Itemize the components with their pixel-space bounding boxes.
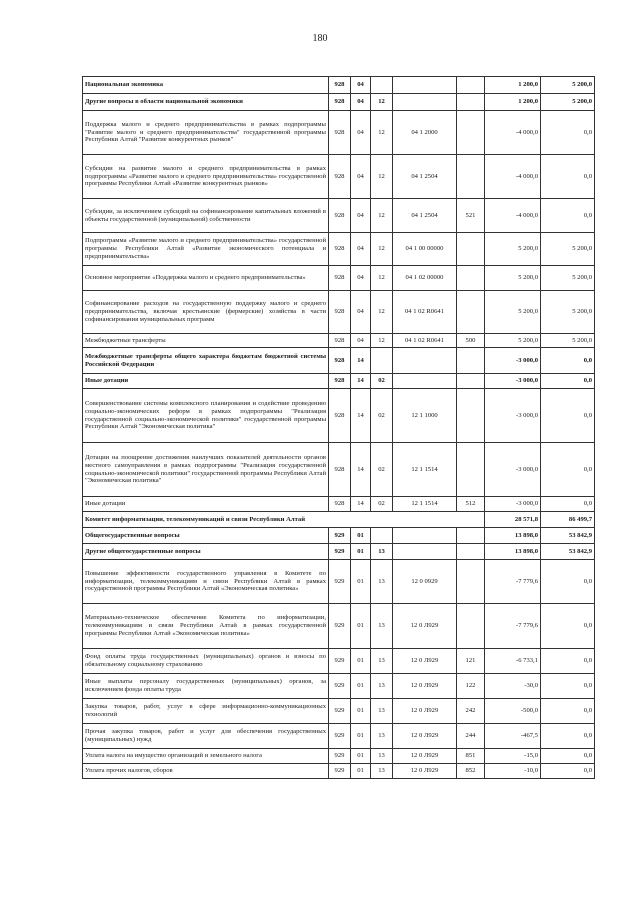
row-rz: 01 bbox=[351, 544, 371, 560]
row-csr: 04 1 02 R0641 bbox=[393, 334, 457, 348]
row-vr: 121 bbox=[457, 649, 485, 674]
row-amount-2: 53 842,9 bbox=[541, 544, 595, 560]
row-amount-2: 0,0 bbox=[541, 348, 595, 374]
row-vr: 521 bbox=[457, 199, 485, 233]
row-csr bbox=[393, 77, 457, 94]
row-csr: 04 1 2504 bbox=[393, 199, 457, 233]
row-amount-1: -7 779,6 bbox=[485, 604, 541, 649]
row-pr: 02 bbox=[371, 497, 393, 512]
table-row bbox=[83, 94, 595, 111]
row-amount-1: 13 898,0 bbox=[485, 544, 541, 560]
row-amount-2: 0,0 bbox=[541, 111, 595, 155]
row-gr: 929 bbox=[329, 560, 351, 604]
row-csr: 04 1 02 00000 bbox=[393, 266, 457, 291]
row-amount-1: -10,0 bbox=[485, 764, 541, 779]
row-amount-1: 13 898,0 bbox=[485, 528, 541, 544]
row-vr bbox=[457, 528, 485, 544]
row-csr: 12 0 Л929 bbox=[393, 764, 457, 779]
row-vr bbox=[457, 266, 485, 291]
table-row bbox=[83, 497, 595, 512]
row-amount-2: 0,0 bbox=[541, 443, 595, 497]
row-amount-2: 0,0 bbox=[541, 604, 595, 649]
row-vr bbox=[457, 155, 485, 199]
row-name: Материально-техническое обеспечение Комитета по информатизации, телекоммуникациям и связи Республики Алтай в рамках государственной программы Республики Алтай «Экономическая политика» bbox=[83, 604, 329, 649]
row-csr: 12 0 Л929 bbox=[393, 604, 457, 649]
row-gr: 929 bbox=[329, 604, 351, 649]
table-row bbox=[83, 233, 595, 266]
row-pr bbox=[371, 528, 393, 544]
row-csr bbox=[393, 348, 457, 374]
row-name: Субсидии, за исключением субсидий на софинансирование капитальных вложений в объекты государственной (муниципальной) собственности bbox=[83, 199, 329, 233]
table-row bbox=[83, 77, 595, 94]
row-amount-1: 5 200,0 bbox=[485, 334, 541, 348]
table-row bbox=[83, 389, 595, 443]
row-vr bbox=[457, 389, 485, 443]
row-csr: 12 1 1000 bbox=[393, 389, 457, 443]
table-row bbox=[83, 512, 595, 528]
row-rz: 01 bbox=[351, 724, 371, 749]
table-row bbox=[83, 749, 595, 764]
row-gr: 928 bbox=[329, 199, 351, 233]
row-vr: 852 bbox=[457, 764, 485, 779]
row-gr: 928 bbox=[329, 389, 351, 443]
row-name: Другие вопросы в области национальной экономики bbox=[83, 94, 329, 111]
row-csr bbox=[393, 544, 457, 560]
row-amount-2: 0,0 bbox=[541, 699, 595, 724]
row-amount-2: 5 200,0 bbox=[541, 77, 595, 94]
row-vr bbox=[457, 374, 485, 389]
row-amount-2: 0,0 bbox=[541, 199, 595, 233]
row-rz: 04 bbox=[351, 77, 371, 94]
table-row bbox=[83, 199, 595, 233]
row-gr: 928 bbox=[329, 266, 351, 291]
row-rz: 04 bbox=[351, 199, 371, 233]
row-gr: 928 bbox=[329, 374, 351, 389]
row-pr: 12 bbox=[371, 266, 393, 291]
row-csr: 04 1 00 00000 bbox=[393, 233, 457, 266]
row-amount-1: 28 571,8 bbox=[485, 512, 541, 528]
row-gr: 928 bbox=[329, 291, 351, 334]
table-row bbox=[83, 291, 595, 334]
row-amount-2: 5 200,0 bbox=[541, 94, 595, 111]
row-vr bbox=[457, 604, 485, 649]
row-gr: 929 bbox=[329, 528, 351, 544]
row-pr: 13 bbox=[371, 649, 393, 674]
row-rz: 14 bbox=[351, 497, 371, 512]
row-amount-1: -4 000,0 bbox=[485, 111, 541, 155]
row-amount-2: 5 200,0 bbox=[541, 233, 595, 266]
table-row bbox=[83, 764, 595, 779]
row-amount-2: 86 499,7 bbox=[541, 512, 595, 528]
row-name: Общегосударственные вопросы bbox=[83, 528, 329, 544]
table-row bbox=[83, 348, 595, 374]
row-vr bbox=[457, 443, 485, 497]
row-name: Подпрограмма «Развитие малого и среднего предпринимательства» государственной программы Республики Алтай «Развитие экономического потенциала и предпринимательства» bbox=[83, 233, 329, 266]
row-csr: 12 0 Л929 bbox=[393, 749, 457, 764]
table-row bbox=[83, 155, 595, 199]
row-rz: 14 bbox=[351, 389, 371, 443]
row-vr bbox=[457, 544, 485, 560]
row-amount-2: 0,0 bbox=[541, 749, 595, 764]
row-name: Межбюджетные трансферты общего характера бюджетам бюджетной системы Российской Федерации bbox=[83, 348, 329, 374]
page-number: 180 bbox=[312, 33, 328, 44]
row-name: Повышение эффективности государственного управления в Комитете по информатизации, телекоммуникациям и связи Республики Алтай в рамках государственной программы Республики Алтай «Экономическая политика» bbox=[83, 560, 329, 604]
row-gr: 928 bbox=[329, 443, 351, 497]
row-vr: 851 bbox=[457, 749, 485, 764]
row-gr: 928 bbox=[329, 77, 351, 94]
row-name: Иные дотации bbox=[83, 374, 329, 389]
row-rz: 04 bbox=[351, 233, 371, 266]
row-name: Субсидии на развитие малого и среднего предпринимательства в рамках подпрограммы «Развитие малого и среднего предпринимательства» государственной программы Республики Алтай «Развитие конкурентных рынков» bbox=[83, 155, 329, 199]
row-csr: 12 0 Л929 bbox=[393, 699, 457, 724]
row-amount-1: -15,0 bbox=[485, 749, 541, 764]
row-pr: 13 bbox=[371, 749, 393, 764]
row-pr: 02 bbox=[371, 374, 393, 389]
row-amount-1: -500,0 bbox=[485, 699, 541, 724]
row-name: Другие общегосударственные вопросы bbox=[83, 544, 329, 560]
row-amount-1: -4 000,0 bbox=[485, 199, 541, 233]
row-amount-1: -467,5 bbox=[485, 724, 541, 749]
row-vr bbox=[457, 77, 485, 94]
table-row bbox=[83, 266, 595, 291]
row-rz: 01 bbox=[351, 674, 371, 699]
row-gr: 928 bbox=[329, 233, 351, 266]
row-vr: 512 bbox=[457, 497, 485, 512]
row-gr: 928 bbox=[329, 334, 351, 348]
row-pr: 13 bbox=[371, 560, 393, 604]
row-rz: 14 bbox=[351, 443, 371, 497]
row-gr: 928 bbox=[329, 111, 351, 155]
row-pr: 13 bbox=[371, 604, 393, 649]
row-amount-1: -7 779,6 bbox=[485, 560, 541, 604]
row-name: Иные выплаты персоналу государственных (муниципальных) органов, за исключением фонда оплаты труда bbox=[83, 674, 329, 699]
row-rz: 01 bbox=[351, 649, 371, 674]
row-csr: 12 1 1514 bbox=[393, 443, 457, 497]
row-pr: 13 bbox=[371, 699, 393, 724]
row-gr: 928 bbox=[329, 155, 351, 199]
row-csr: 12 0 Л929 bbox=[393, 724, 457, 749]
row-amount-2: 5 200,0 bbox=[541, 266, 595, 291]
row-rz: 14 bbox=[351, 348, 371, 374]
row-rz: 04 bbox=[351, 266, 371, 291]
table-row bbox=[83, 443, 595, 497]
row-gr: 928 bbox=[329, 348, 351, 374]
row-vr: 244 bbox=[457, 724, 485, 749]
row-csr: 12 1 1514 bbox=[393, 497, 457, 512]
row-gr: 929 bbox=[329, 544, 351, 560]
table-row bbox=[83, 724, 595, 749]
row-name: Совершенствование системы комплексного планирования и содействие проведению социально-экономических реформ в рамках подпрограммы "Реализация государственной социально-экономической политики" государственной программы Республики Алтай "Экономическая политика" bbox=[83, 389, 329, 443]
table-row bbox=[83, 649, 595, 674]
row-csr: 12 0 Л929 bbox=[393, 649, 457, 674]
row-amount-2: 0,0 bbox=[541, 374, 595, 389]
row-pr bbox=[371, 77, 393, 94]
row-rz: 01 bbox=[351, 699, 371, 724]
row-rz: 01 bbox=[351, 560, 371, 604]
row-vr bbox=[457, 233, 485, 266]
row-csr bbox=[393, 374, 457, 389]
row-pr: 13 bbox=[371, 674, 393, 699]
row-vr: 122 bbox=[457, 674, 485, 699]
table-row bbox=[83, 334, 595, 348]
row-name: Иные дотации bbox=[83, 497, 329, 512]
row-amount-1: -3 000,0 bbox=[485, 348, 541, 374]
row-vr: 500 bbox=[457, 334, 485, 348]
row-pr: 12 bbox=[371, 291, 393, 334]
row-csr bbox=[393, 94, 457, 111]
row-name: Уплата налога на имущество организаций и земельного налога bbox=[83, 749, 329, 764]
row-pr: 02 bbox=[371, 443, 393, 497]
row-rz: 04 bbox=[351, 291, 371, 334]
row-gr: 929 bbox=[329, 674, 351, 699]
budget-table-body bbox=[83, 77, 595, 779]
row-vr bbox=[457, 348, 485, 374]
row-csr: 12 0 Л929 bbox=[393, 674, 457, 699]
row-rz: 01 bbox=[351, 764, 371, 779]
row-rz: 01 bbox=[351, 604, 371, 649]
row-rz: 14 bbox=[351, 374, 371, 389]
table-row bbox=[83, 560, 595, 604]
row-gr: 928 bbox=[329, 94, 351, 111]
row-vr bbox=[457, 111, 485, 155]
table-row bbox=[83, 528, 595, 544]
table-row bbox=[83, 699, 595, 724]
row-pr: 12 bbox=[371, 111, 393, 155]
table-row bbox=[83, 604, 595, 649]
row-amount-1: 5 200,0 bbox=[485, 291, 541, 334]
row-csr: 04 1 2000 bbox=[393, 111, 457, 155]
row-name: Комитет информатизации, телекоммуникаций и связи Республики Алтай bbox=[83, 512, 485, 528]
row-pr: 13 bbox=[371, 544, 393, 560]
row-pr: 12 bbox=[371, 155, 393, 199]
row-amount-1: 5 200,0 bbox=[485, 266, 541, 291]
row-pr: 12 bbox=[371, 334, 393, 348]
row-amount-2: 5 200,0 bbox=[541, 291, 595, 334]
row-amount-2: 0,0 bbox=[541, 724, 595, 749]
row-vr bbox=[457, 560, 485, 604]
row-name: Уплата прочих налогов, сборов bbox=[83, 764, 329, 779]
row-name: Фонд оплаты труда государственных (муниципальных) органов и взносы по обязательному социальному страхованию bbox=[83, 649, 329, 674]
row-csr: 04 1 02 R0641 bbox=[393, 291, 457, 334]
row-pr: 13 bbox=[371, 764, 393, 779]
row-amount-1: 5 200,0 bbox=[485, 233, 541, 266]
row-rz: 04 bbox=[351, 111, 371, 155]
row-amount-2: 0,0 bbox=[541, 674, 595, 699]
row-pr: 13 bbox=[371, 724, 393, 749]
row-amount-2: 0,0 bbox=[541, 764, 595, 779]
row-pr bbox=[371, 348, 393, 374]
row-gr: 929 bbox=[329, 724, 351, 749]
row-gr: 929 bbox=[329, 749, 351, 764]
row-amount-1: 1 200,0 bbox=[485, 77, 541, 94]
row-gr: 928 bbox=[329, 497, 351, 512]
row-gr: 929 bbox=[329, 764, 351, 779]
row-name: Дотации на поощрение достижения наилучших показателей деятельности органов местного самоуправления в рамках подпрограммы "Реализация государственной социально-экономической политики" государственной программы Республики Алтай "Экономическая политика" bbox=[83, 443, 329, 497]
table-row bbox=[83, 374, 595, 389]
row-amount-2: 0,0 bbox=[541, 649, 595, 674]
row-amount-1: 1 200,0 bbox=[485, 94, 541, 111]
row-amount-1: -3 000,0 bbox=[485, 389, 541, 443]
row-amount-2: 0,0 bbox=[541, 389, 595, 443]
row-amount-1: -3 000,0 bbox=[485, 497, 541, 512]
row-gr: 929 bbox=[329, 699, 351, 724]
row-pr: 12 bbox=[371, 233, 393, 266]
row-name: Прочая закупка товаров, работ и услуг для обеспечения государственных (муниципальных) нужд bbox=[83, 724, 329, 749]
row-name: Закупка товаров, работ, услуг в сфере информационно-коммуникационных технологий bbox=[83, 699, 329, 724]
row-csr: 12 0 0929 bbox=[393, 560, 457, 604]
table-row bbox=[83, 111, 595, 155]
row-amount-2: 0,0 bbox=[541, 560, 595, 604]
row-amount-1: -6 733,1 bbox=[485, 649, 541, 674]
row-name: Межбюджетные трансферты bbox=[83, 334, 329, 348]
row-rz: 04 bbox=[351, 155, 371, 199]
row-amount-2: 53 842,9 bbox=[541, 528, 595, 544]
row-pr: 02 bbox=[371, 389, 393, 443]
row-amount-2: 5 200,0 bbox=[541, 334, 595, 348]
row-name: Национальная экономика bbox=[83, 77, 329, 94]
table-row bbox=[83, 544, 595, 560]
row-rz: 01 bbox=[351, 528, 371, 544]
row-vr bbox=[457, 291, 485, 334]
row-gr: 929 bbox=[329, 649, 351, 674]
row-csr bbox=[393, 528, 457, 544]
row-amount-1: -3 000,0 bbox=[485, 374, 541, 389]
row-amount-2: 0,0 bbox=[541, 497, 595, 512]
row-vr bbox=[457, 94, 485, 111]
row-amount-1: -30,0 bbox=[485, 674, 541, 699]
row-rz: 01 bbox=[351, 749, 371, 764]
budget-table bbox=[82, 76, 595, 779]
row-name: Поддержка малого и среднего предпринимательства в рамках подпрограммы "Развитие малого и среднего предпринимательства" государственной программы Республики Алтай "Развитие конкурентных рынков" bbox=[83, 111, 329, 155]
row-name: Основное мероприятие «Поддержка малого и среднего предпринимательства» bbox=[83, 266, 329, 291]
row-vr: 242 bbox=[457, 699, 485, 724]
row-name: Софинансирование расходов на государственную поддержку малого и среднего предпринимательства, включая крестьянские (фермерские) хозяйства в части софинансирования муниципальных программ bbox=[83, 291, 329, 334]
row-rz: 04 bbox=[351, 334, 371, 348]
table-row bbox=[83, 674, 595, 699]
row-pr: 12 bbox=[371, 199, 393, 233]
row-amount-1: -3 000,0 bbox=[485, 443, 541, 497]
row-amount-1: -4 000,0 bbox=[485, 155, 541, 199]
row-amount-2: 0,0 bbox=[541, 155, 595, 199]
row-pr: 12 bbox=[371, 94, 393, 111]
row-csr: 04 1 2504 bbox=[393, 155, 457, 199]
row-rz: 04 bbox=[351, 94, 371, 111]
